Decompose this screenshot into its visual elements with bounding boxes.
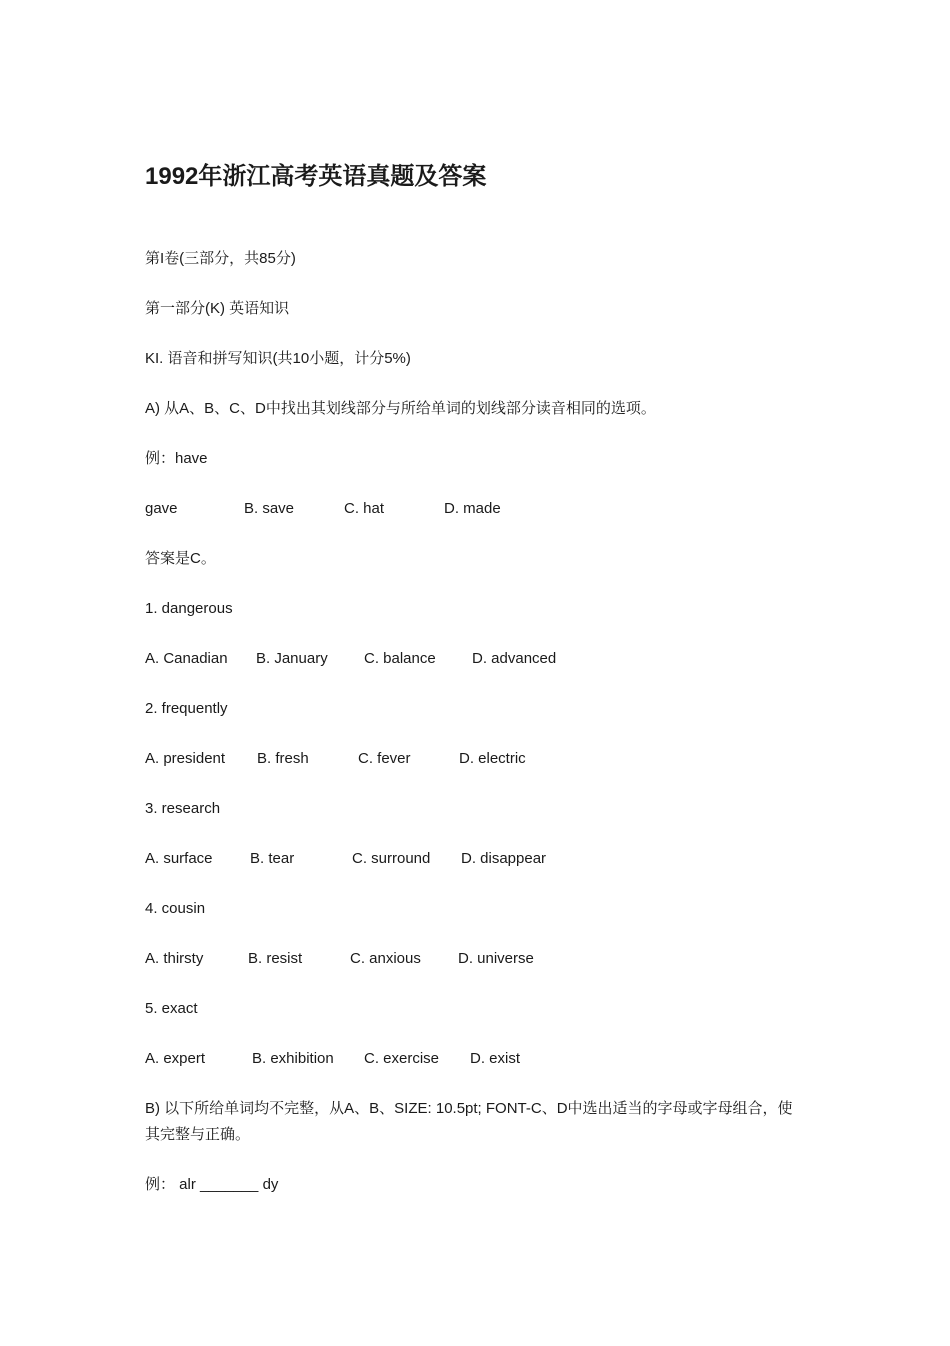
question-1: 1. dangerous: [145, 600, 233, 617]
option-c: C. hat: [344, 500, 385, 517]
option-c: C. balance: [364, 650, 436, 667]
document-title: 1992年浙江高考英语真题及答案: [145, 163, 487, 190]
instruction-a: A) 从A、B、C、D中找出其划线部分与所给单词的划线部分读音相同的选项。: [145, 400, 656, 417]
paper-section-heading: 第I卷(三部分，共85分): [145, 250, 296, 267]
option-a: A. president: [145, 750, 226, 767]
option-c: C. fever: [358, 750, 411, 767]
example-answer: 答案是C。: [145, 550, 216, 567]
subsection-heading: KI. 语音和拼写知识(共10小题，计分5%): [145, 350, 411, 367]
option-a: A. thirsty: [145, 950, 204, 967]
example-options: [145, 496, 805, 522]
option-b: B. tear: [250, 850, 295, 867]
question-2: 2. frequently: [145, 700, 228, 717]
question-3: 3. research: [145, 800, 221, 817]
option-b: B. January: [256, 650, 328, 667]
option-b: B. save: [244, 500, 295, 517]
option-b: B. exhibition: [252, 1050, 334, 1067]
option-d: D. exist: [470, 1050, 521, 1067]
option-d: D. made: [444, 500, 501, 517]
option-a: A. Canadian: [145, 650, 228, 667]
instruction-b: B) 以下所给单词均不完整，从A、B、SIZE: 10.5pt; FONT-C、D中选出适当的字母或字母组合，使其完整与正确。: [145, 1100, 793, 1143]
example-fill-blank: 例： alr _______ dy: [145, 1176, 279, 1193]
option-a: A. expert: [145, 1050, 206, 1067]
question-5-options: [145, 1046, 805, 1072]
question-4: 4. cousin: [145, 900, 206, 917]
option-a: gave: [145, 500, 178, 517]
option-c: C. exercise: [364, 1050, 440, 1067]
question-2-options: [145, 746, 805, 772]
part-heading: 第一部分(K) 英语知识: [145, 300, 290, 317]
option-d: D. universe: [458, 950, 534, 967]
option-b: B. fresh: [257, 750, 309, 767]
example-word: 例：have: [145, 450, 208, 467]
option-b: B. resist: [248, 950, 303, 967]
option-c: C. anxious: [350, 950, 421, 967]
option-a: A. surface: [145, 850, 213, 867]
question-5: 5. exact: [145, 1000, 198, 1017]
option-c: C. surround: [352, 850, 431, 867]
question-3-options: [145, 846, 805, 872]
question-4-options: [145, 946, 805, 972]
option-d: D. disappear: [461, 850, 547, 867]
option-d: D. electric: [459, 750, 526, 767]
option-d: D. advanced: [472, 650, 557, 667]
question-1-options: [145, 646, 805, 672]
